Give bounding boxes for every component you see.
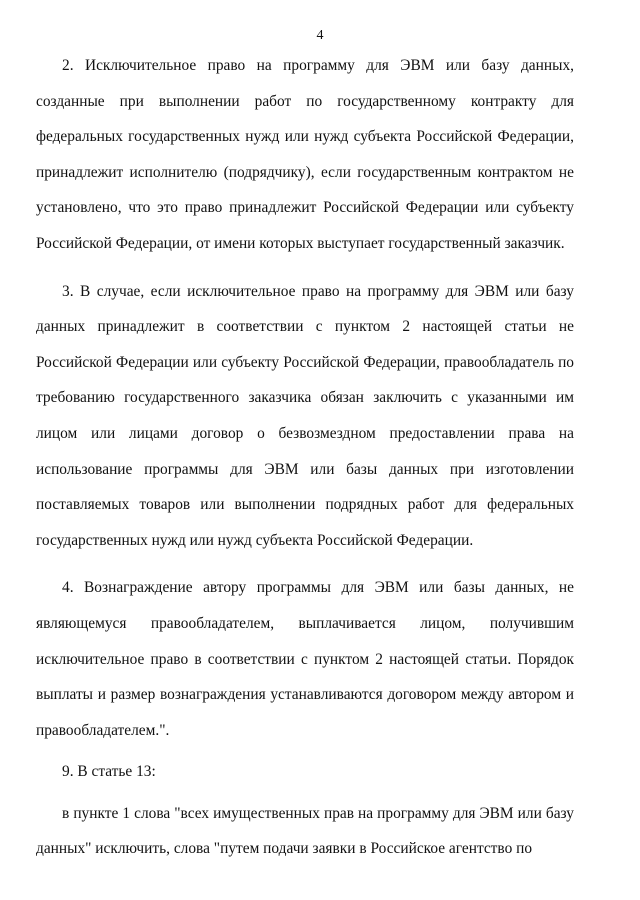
paragraph-clause-2: 2. Исключительное право на программу для ЭВМ или базу данных, созданные при выполнении работ по государственному контракту для федеральных государственных нужд или нужд субъекта Российской Федерации, принадлежит исполнителю (подрядчику), если государственным контрактом не установлено, что это право принадлежит Российской Федерации или субъекту Российской Федерации, от имени которых выступает государственный заказчик. <box>36 57 574 252</box>
document-body <box>36 48 574 867</box>
paragraph-clause-3: 3. В случае, если исключительное право на программу для ЭВМ или базу данных принадлежит в соответствии с пунктом 2 настоящей статьи не Российской Федерации или субъекту Российской Федерации, правообладатель по требованию государственного заказчика обязан заключить с указанными им лицом или лицами договор о безвозмездном предоставлении права на использование программы для ЭВМ или базы данных при изготовлении поставляемых товаров или выполнении подрядных работ для федеральных государственных нужд или нужд субъекта Российской Федерации. <box>36 282 574 549</box>
paragraph-article-13-point-1: в пункте 1 слова "всех имущественных прав на программу для ЭВМ или базу данных" исключить, слова "путем подачи заявки в Российское агентство по <box>36 804 574 858</box>
paragraph-item-9: 9. В статье 13: <box>62 763 156 781</box>
page-number: 4 <box>316 28 324 43</box>
paragraph-clause-4: 4. Вознаграждение автору программы для ЭВМ или базы данных, не являющемуся правообладателем, выплачивается лицом, получившим исключительное право в соответствии с пунктом 2 настоящей статьи. Порядок выплаты и размер вознаграждения устанавливаются договором между автором и правообладателем.". <box>36 579 574 739</box>
